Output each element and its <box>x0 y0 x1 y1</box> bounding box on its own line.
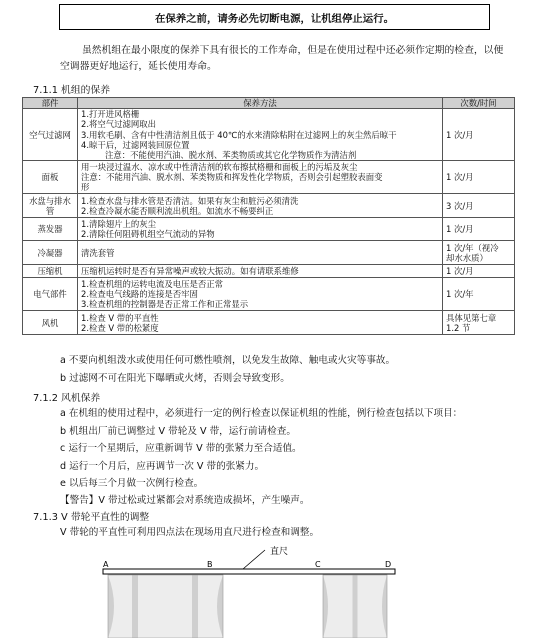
part-cell: 面板 <box>23 161 78 194</box>
section-heading-7-1-2: 7.1.2 风机保养 <box>33 393 101 404</box>
frequency-cell: 1 次/月 <box>443 109 515 161</box>
method-line: 用一块浸过温水、凉水或中性清洁剂的软布擦拭格栅和面板上的污垢及灰尘 <box>81 161 358 172</box>
method-line: 4.晾干后，过滤网装回原位置 <box>81 139 190 150</box>
part-line: 管 <box>45 205 55 216</box>
method-line: 2.检查 V 带的松紧度 <box>81 322 159 333</box>
frequency-cell: 1 次/年 <box>443 278 515 311</box>
intro-paragraph: 虽然机组在最小限度的保养下具有很长的工作寿命，但是在使用过程中还必须作定期的检查，以便空调器更好地运行，延长使用寿命。 <box>60 45 504 72</box>
left-pulley <box>108 575 223 638</box>
maintenance-table <box>22 97 515 335</box>
table-row <box>23 109 515 161</box>
table-header-row <box>23 98 515 109</box>
right-pulley <box>323 575 387 638</box>
fan-item-c: c 运行一个星期后，应重新调节 V 带的张紧力至合适值。 <box>60 443 302 454</box>
table-row <box>23 265 515 278</box>
fan-item-e: e 以后每三个月做一次例行检查。 <box>60 478 204 489</box>
fan-item-b: b 机组出厂前已调整过 V 带轮及 V 带，运行前请检查。 <box>60 426 296 437</box>
fan-item-a: a 在机组的使用过程中，必须进行一定的例行检查以保证机组的性能，例行检查包括以下项目： <box>60 408 463 419</box>
part-cell: 风机 <box>23 311 78 335</box>
frequency-line: 具体见第七章 <box>446 312 497 323</box>
point-label-a: A <box>103 560 109 569</box>
section-heading-7-1-3: 7.1.3 V 带轮平直性的调整 <box>33 512 150 523</box>
v-belt-paragraph: V 带轮的平直性可利用四点法在现场用直尺进行检查和调整。 <box>60 527 320 538</box>
note-a: a 不要向机组泼水或使用任何可燃性喷剂，以免发生故障、触电或火灾等事故。 <box>60 355 396 366</box>
method-note: 注意：不能使用汽油、脱水剂、苯类物质或其它化学物质作为清洁剂 <box>105 150 357 161</box>
method-line: 1.打开进风格栅 <box>81 109 140 120</box>
safety-warning-box <box>59 4 490 30</box>
method-cell <box>78 265 443 278</box>
method-line: 2.清除任何阻碍机组空气流动的异物 <box>81 229 215 240</box>
point-label-d: D <box>385 560 392 569</box>
section-heading-7-1-1: 7.1.1 机组的保养 <box>33 85 111 96</box>
header-method: 保养方法 <box>78 98 443 109</box>
method-line: 形 <box>81 182 90 193</box>
frequency-line: 1 次/年（视冷 <box>446 242 499 253</box>
part-cell: 冷凝器 <box>23 241 78 265</box>
ruler-leader-line <box>243 550 265 569</box>
method-line: 压缩机运转时是否有异常噪声或较大振动。如有请联系维修 <box>81 266 299 277</box>
part-cell: 蒸发器 <box>23 218 78 241</box>
method-cell <box>78 241 443 265</box>
table-row <box>23 218 515 241</box>
method-cell <box>78 278 443 311</box>
method-line: 1.检查 V 带的平直性 <box>81 312 159 323</box>
frequency-cell: 1 次/月 <box>443 218 515 241</box>
part-cell: 压缩机 <box>23 265 78 278</box>
frequency-line: 却水水质） <box>446 252 488 263</box>
method-cell <box>78 109 443 161</box>
v-belt-pulley-diagram <box>95 540 405 638</box>
note-b: b 过滤网不可在阳光下曝晒或火烤，否则会导致变形。 <box>60 373 290 384</box>
ruler-label: 直尺 <box>270 547 289 557</box>
frequency-cell: 3 次/月 <box>443 194 515 218</box>
part-cell <box>23 194 78 218</box>
method-line: 2.将空气过滤网取出 <box>81 119 156 130</box>
frequency-cell <box>443 311 515 335</box>
part-cell: 空气过滤网 <box>23 109 78 161</box>
method-line: 1.检查水盘与排水管是否清洁。如果有灰尘和脏污必须清洗 <box>81 195 299 206</box>
method-line: 3.用软毛刷、含有中性清洁剂且低于 40℃的水来清除粘附在过滤网上的灰尘然后晾干 <box>81 129 397 140</box>
method-cell <box>78 161 443 194</box>
method-line: 注意：不能用汽油、脱水剂、苯类物质和挥发性化学物质，否则会引起塑胶表面变 <box>81 172 383 183</box>
part-line: 水盘与排水 <box>29 195 71 206</box>
header-part: 部件 <box>23 98 78 109</box>
point-label-c: C <box>315 560 321 569</box>
frequency-cell: 1 次/月 <box>443 265 515 278</box>
method-cell <box>78 311 443 335</box>
method-cell <box>78 194 443 218</box>
method-line: 1.检查机组的运转电流及电压是否正常 <box>81 278 223 289</box>
fan-item-d: d 运行一个月后，应再调节一次 V 带的张紧力。 <box>60 461 265 472</box>
straight-ruler <box>103 569 395 574</box>
frequency-cell <box>443 241 515 265</box>
point-label-b: B <box>207 560 213 569</box>
part-cell: 电气部件 <box>23 278 78 311</box>
method-line: 3.检查机组的控制器是否正常工作和正常显示 <box>81 299 249 310</box>
method-line: 1.清除翅片上的灰尘 <box>81 219 156 230</box>
method-line: 清洗套管 <box>81 247 115 258</box>
table-row <box>23 311 515 335</box>
table-row <box>23 278 515 311</box>
header-frequency: 次数/时间 <box>443 98 515 109</box>
frequency-cell: 1 次/月 <box>443 161 515 194</box>
fan-warning: 【警告】V 带过松或过紧都会对系统造成损坏，产生噪声。 <box>60 495 310 506</box>
table-row <box>23 241 515 265</box>
method-cell <box>78 218 443 241</box>
method-line: 2.检查冷凝水能否顺利流出机组。如流水不畅要纠正 <box>81 205 274 216</box>
warning-text: 在保养之前，请务必先切断电源，让机组停止运行。 <box>155 12 394 25</box>
frequency-line: 1.2 节 <box>446 322 471 333</box>
table-row <box>23 161 515 194</box>
table-row <box>23 194 515 218</box>
method-line: 2.检查电气线路的连接是否牢固 <box>81 289 198 300</box>
